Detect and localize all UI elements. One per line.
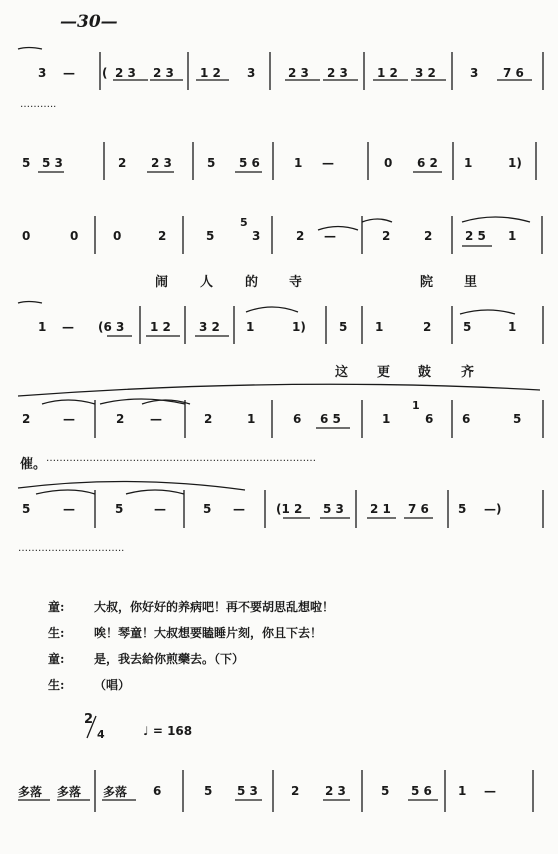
percussion-syllable: 多落 [103, 785, 128, 799]
note: 1 [508, 320, 517, 334]
note: 1 [38, 320, 47, 334]
note: — [63, 66, 75, 80]
speaker: 生: [48, 678, 65, 692]
note: 2 [118, 156, 127, 170]
note: — [63, 502, 75, 516]
lyric: 人 [200, 275, 214, 290]
note: 6 2 [417, 156, 438, 170]
speaker: 童: [48, 652, 65, 666]
note: 7 6 [408, 502, 429, 516]
dialogue-line [48, 624, 322, 641]
note: 3 2 [199, 320, 220, 334]
dialogue-text: 唉！琴童！大叔想要瞌睡片刻，你且下去！ [94, 626, 323, 640]
note: 1 2 [150, 320, 171, 334]
note: 2 [424, 229, 433, 243]
note: 1 [458, 784, 467, 798]
note: — [322, 156, 334, 170]
lyric: 这 [335, 365, 349, 380]
note: 2 5 [465, 229, 486, 243]
note: 5 [207, 156, 216, 170]
speaker: 童: [48, 600, 65, 614]
grace-note: 1 [412, 399, 420, 412]
dotted-continuation: ……………………………………………………………………… [46, 453, 316, 464]
note: 2 [382, 229, 391, 243]
time-signature-bottom: 4 [97, 728, 105, 741]
note: 7 6 [503, 66, 524, 80]
note: 6 [293, 412, 302, 426]
note: 1 2 [377, 66, 398, 80]
note: 2 3 [325, 784, 346, 798]
note: 5 [513, 412, 522, 426]
lyric: 催。 [20, 457, 47, 472]
note: (6 3 [98, 320, 125, 334]
note: 1) [508, 156, 522, 170]
note: 0 [70, 229, 79, 243]
dotted-continuation: ………………………….. [18, 543, 125, 554]
note: — [233, 502, 245, 516]
dialogue-text: 大叔，你好好的养病吧！再不要胡思乱想啦！ [94, 600, 335, 614]
note: 0 [384, 156, 393, 170]
note: 1 [464, 156, 473, 170]
note: 5 [204, 784, 213, 798]
note: 5 3 [237, 784, 258, 798]
note: 5 [22, 156, 31, 170]
note: 5 [115, 502, 124, 516]
lyric: 寺 [289, 275, 303, 290]
note: 0 [113, 229, 122, 243]
lyric: 里 [464, 275, 478, 290]
lyric: 更 [377, 365, 391, 380]
tie-mark [18, 48, 42, 50]
dialogue-text: 是，我去給你煎藥去。（下） [94, 652, 245, 666]
note: —) [484, 502, 502, 516]
note: — [63, 412, 75, 426]
percussion-syllable: 多落 [18, 785, 43, 799]
note: 2 3 [288, 66, 309, 80]
note: 3 2 [415, 66, 436, 80]
note: 1 [246, 320, 255, 334]
dialogue-text: （唱） [94, 678, 131, 692]
dialogue-line [48, 650, 244, 667]
note: 5 3 [42, 156, 63, 170]
note: 5 [203, 502, 212, 516]
note: — [150, 412, 162, 426]
note: 5 [206, 229, 215, 243]
note: 3 [38, 66, 47, 80]
note: 2 1 [370, 502, 391, 516]
lyric: 闹 [155, 275, 169, 290]
note: 2 [296, 229, 305, 243]
note: (1 2 [276, 502, 303, 516]
note: 2 3 [327, 66, 348, 80]
note: 1) [292, 320, 306, 334]
note: 1 [247, 412, 256, 426]
note: 1 [375, 320, 384, 334]
grace-note: 5 [240, 216, 248, 229]
note: 0 [22, 229, 31, 243]
note: 1 2 [200, 66, 221, 80]
note: 5 6 [239, 156, 260, 170]
note: — [62, 320, 74, 334]
lyric: 院 [420, 275, 434, 290]
lyric: 的 [245, 275, 259, 290]
note: ( [102, 66, 108, 80]
note: 1 [382, 412, 391, 426]
page-number: —30— [60, 12, 118, 32]
lyric: 鼓 [418, 365, 432, 380]
note: 3 [470, 66, 479, 80]
note: 2 3 [153, 66, 174, 80]
note: 6 [153, 784, 162, 798]
note: 2 3 [151, 156, 172, 170]
note: 5 [22, 502, 31, 516]
note: 2 [116, 412, 125, 426]
note: — [484, 784, 496, 798]
time-signature-top: 2 [84, 712, 94, 727]
lyric: 齐 [461, 365, 475, 380]
note: 5 [463, 320, 472, 334]
dialogue-line [48, 676, 130, 693]
note: 5 [458, 502, 467, 516]
note: 6 [425, 412, 434, 426]
note: 6 5 [320, 412, 341, 426]
note: 2 [22, 412, 31, 426]
dialogue-line [48, 598, 334, 615]
note: 5 [339, 320, 348, 334]
percussion-syllable: 多落 [57, 785, 82, 799]
note: 2 3 [115, 66, 136, 80]
tempo-marking: ♩ = 168 [143, 724, 193, 738]
note: 6 [462, 412, 471, 426]
note: 1 [294, 156, 303, 170]
note: — [154, 502, 166, 516]
note: 2 [291, 784, 300, 798]
note: 2 [204, 412, 213, 426]
note: 5 [381, 784, 390, 798]
speaker: 生: [48, 626, 65, 640]
note: 5 3 [323, 502, 344, 516]
note: — [324, 229, 336, 243]
note: 3 [247, 66, 256, 80]
note: 1 [508, 229, 517, 243]
note: 5 6 [411, 784, 432, 798]
note: 2 [158, 229, 167, 243]
note: 3 [252, 229, 261, 243]
dotted-continuation: ……….. [20, 99, 57, 110]
note: 2 [423, 320, 432, 334]
